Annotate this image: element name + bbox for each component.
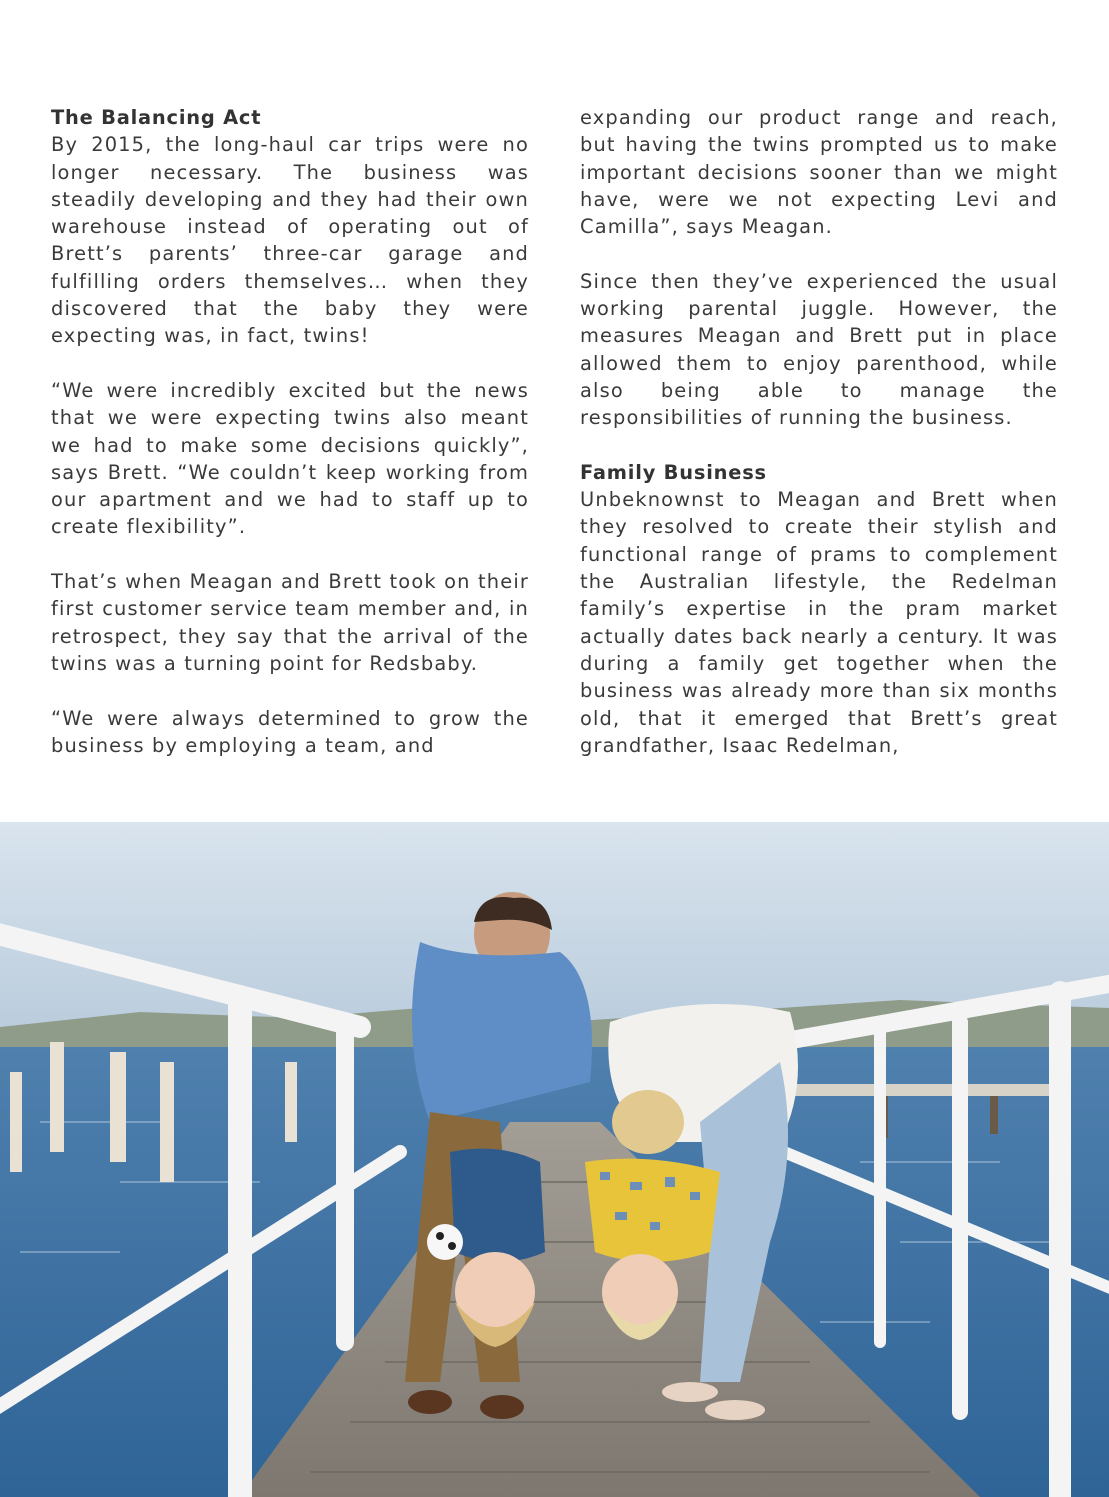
paragraph: expanding our product range and reach, but having the twins prompted us to make important decisions sooner than we might have, were we not expecting Levi and Camilla”, says Meagan.	[580, 106, 1058, 239]
paragraph: By 2015, the long-haul car trips were no longer necessary. The business was steadily developing and they had their own warehouse instead of operating out of Brett’s parents’ three-car garage and fulfilling orders themselves… when they discovered that the baby they were expecting was, in fact, twins!	[51, 133, 529, 348]
family-photo	[0, 822, 1109, 1497]
paragraph: Since then they’ve experienced the usual working parental juggle. However, the measures Meagan and Brett put in place allowed them to enjoy parenthood, while also being able to manage the responsibilities of running the business.	[580, 269, 1058, 430]
right-column	[580, 104, 1058, 759]
left-column	[51, 104, 529, 759]
section-heading-family-business: Family Business	[580, 460, 767, 484]
section-heading-balancing-act: The Balancing Act	[51, 106, 262, 129]
paragraph: “We were incredibly excited but the news that we were expecting twins also meant we had to make some decisions quickly”, says Brett. “We couldn’t keep working from our apartment and we had to staff up to create flexibility”.	[51, 378, 529, 539]
background-jetty	[780, 1084, 1050, 1096]
paragraph: “We were always determined to grow the business by employing a team, and	[51, 706, 529, 757]
paragraph: Unbeknownst to Meagan and Brett when they resolved to create their stylish and functional range of prams to complement the Australian lifestyle, the Redelman family’s expertise in the pram market actually dates back nearly a century. It was during a family get together when the business was already more than six months old, that it emerged that Brett’s great grandfather, Isaac Redelman,	[580, 488, 1058, 757]
paragraph: That’s when Meagan and Brett took on their first customer service team member and, in retrospect, they say that the arrival of the twins was a turning point for Redsbaby.	[51, 570, 529, 675]
